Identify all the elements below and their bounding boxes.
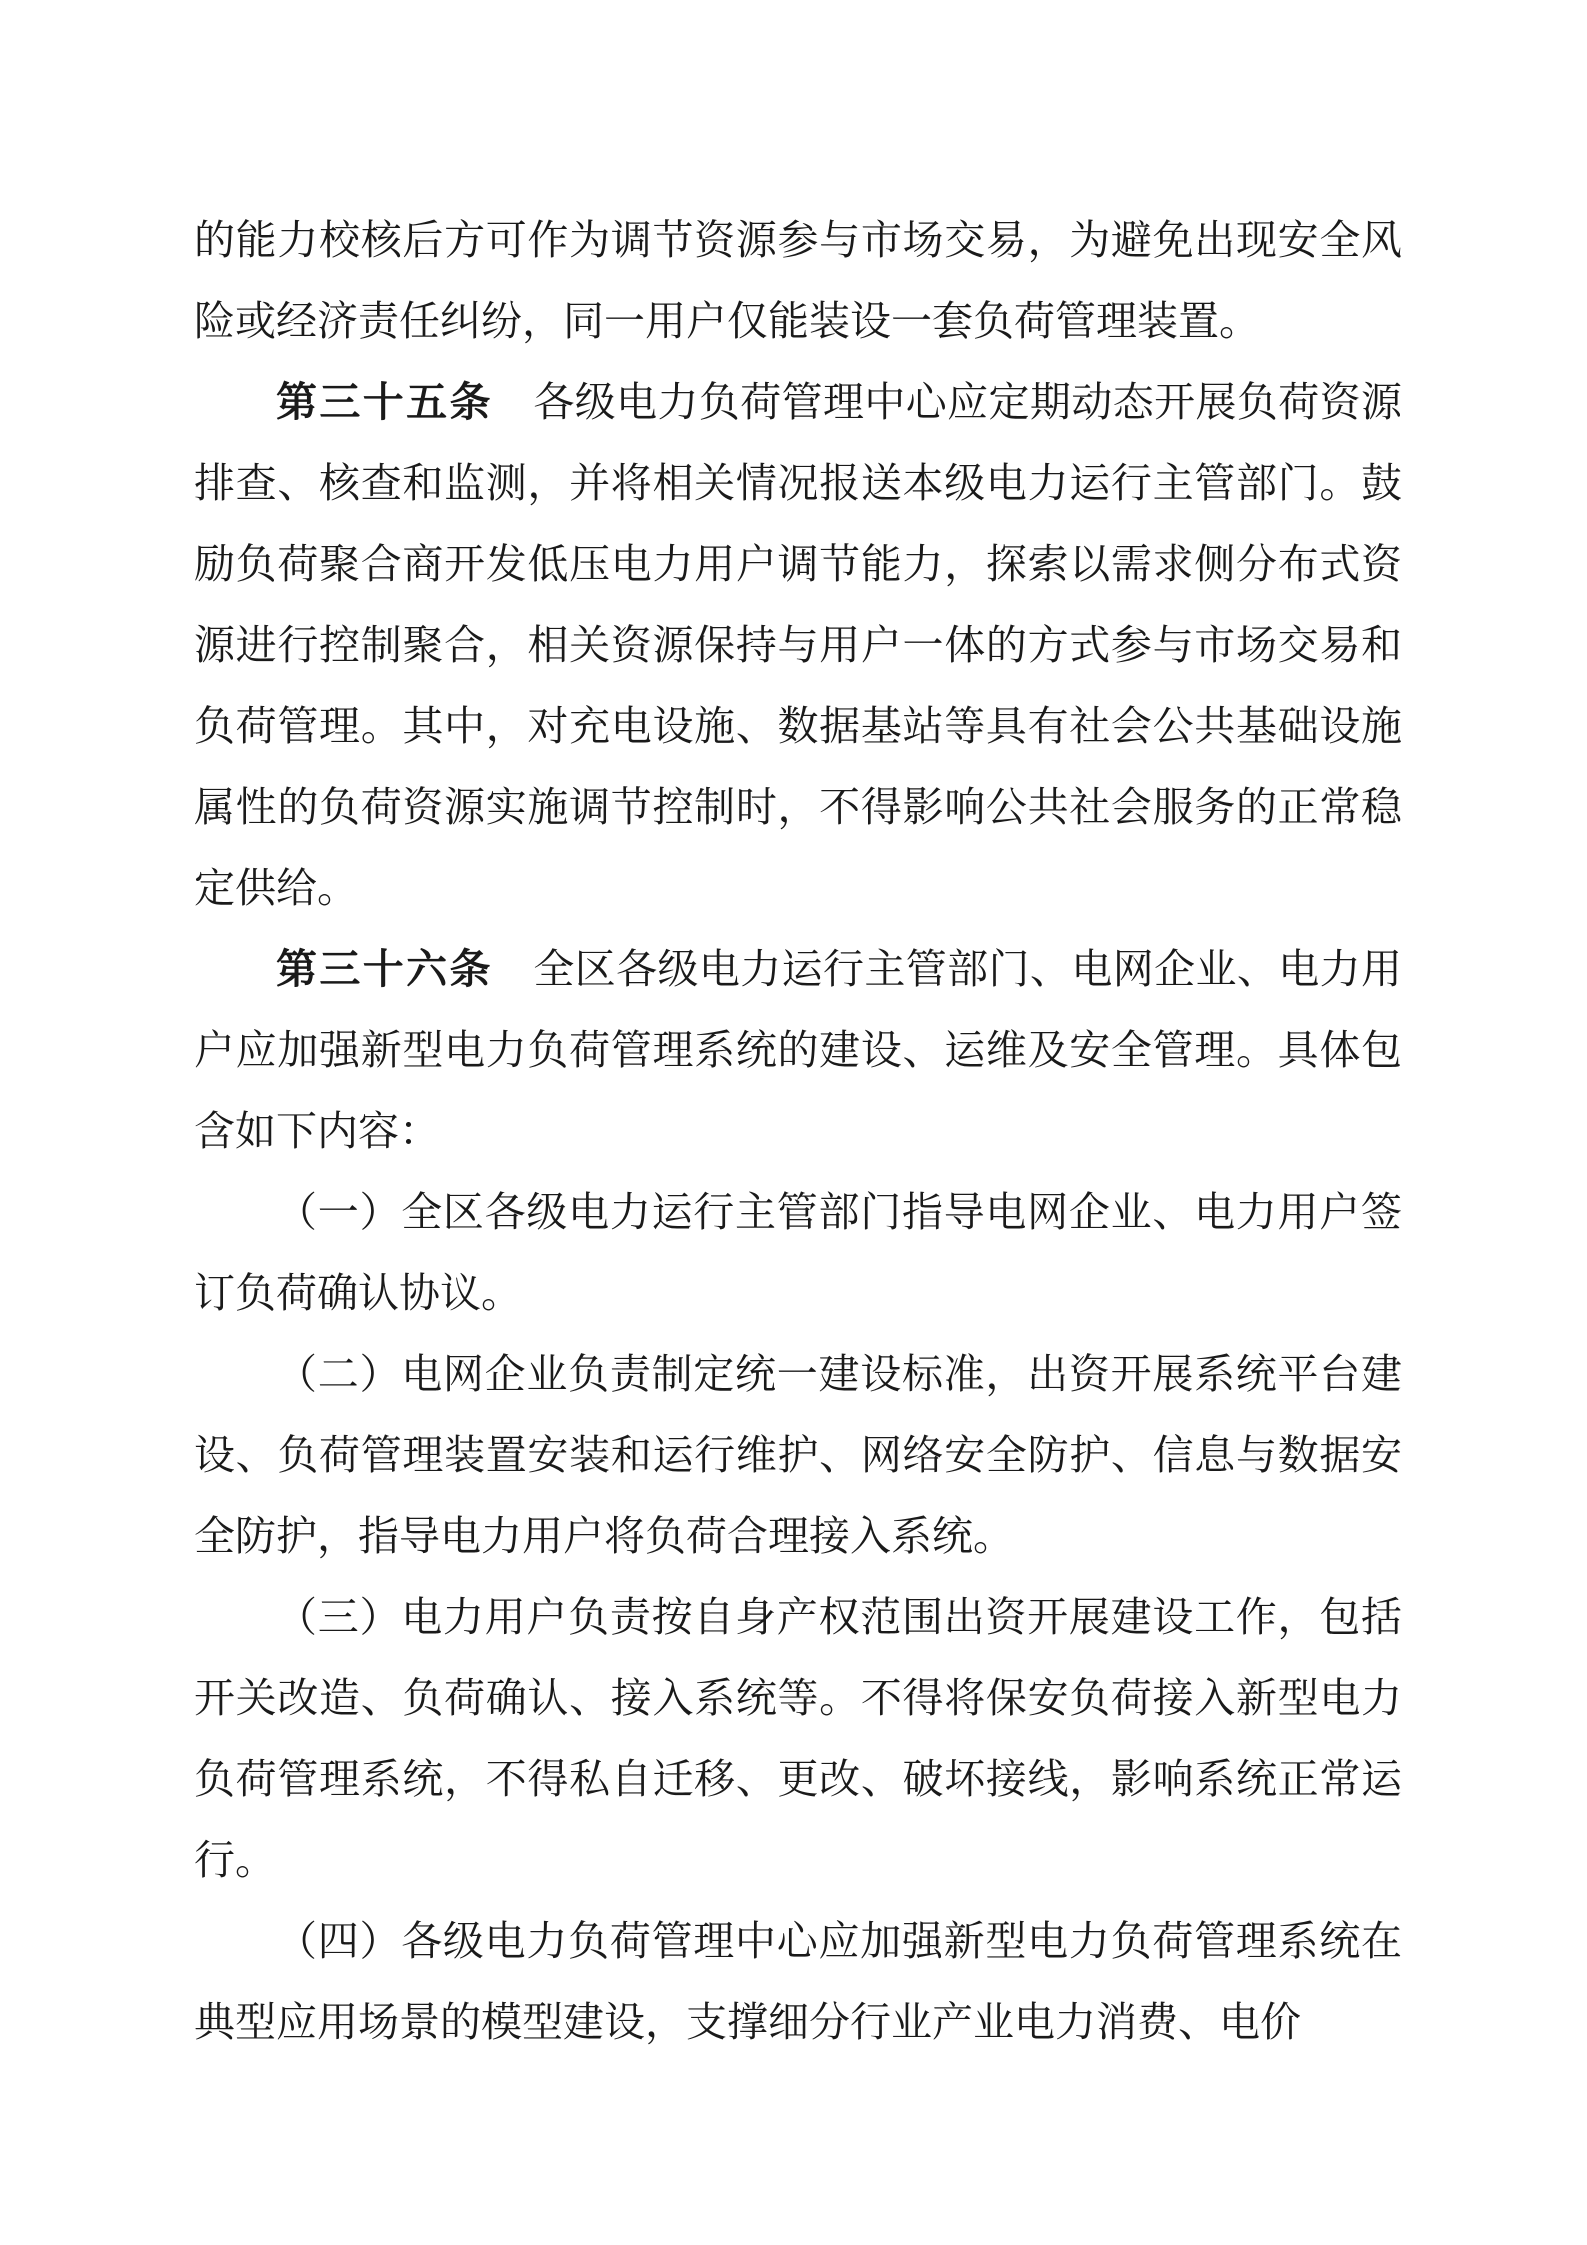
paragraph-text: （二）电网企业负责制定统一建设标准，出资开展系统平台建设、负荷管理装置安装和运行维护、网络安全防护、信息与数据安全防护，指导电力用户将负荷合理接入系统。 [194, 1350, 1402, 1560]
paragraph-text: 的能力校核后方可作为调节资源参与市场交易，为避免出现安全风险或经济责任纠纷，同一用户仅能装设一套负荷管理装置。 [194, 216, 1402, 345]
list-item-1 [194, 1172, 1402, 1334]
article-heading: 第三十六条 [276, 945, 493, 993]
list-item-3 [194, 1577, 1402, 1901]
paragraph-text: 各级电力负荷管理中心应定期动态开展负荷资源排查、核查和监测，并将相关情况报送本级电力运行主管部门。鼓励负荷聚合商开发低压电力用户调节能力，探索以需求侧分布式资源进行控制聚合，相关资源保持与用户一体的方式参与市场交易和负荷管理。其中，对充电设施、数据基站等具有社会公共基础设施属性的负荷资源实施调节控制时，不得影响公共社会服务的正常稳定供给。 [194, 378, 1403, 912]
paragraph-text: （一）全区各级电力运行主管部门指导电网企业、电力用户签订负荷确认协议。 [194, 1188, 1402, 1317]
document-body [194, 200, 1402, 2063]
paragraph-text: （四）各级电力负荷管理中心应加强新型电力负荷管理系统在典型应用场景的模型建设，支撑细分行业产业电力消费、电价 [194, 1917, 1402, 2046]
paragraph-text: （三）电力用户负责按自身产权范围出资开展建设工作，包括开关改造、负荷确认、接入系统等。不得将保安负荷接入新型电力负荷管理系统，不得私自迁移、更改、破坏接线，影响系统正常运行。 [194, 1593, 1402, 1884]
list-item-2 [194, 1334, 1402, 1577]
paragraph-text: 全区各级电力运行主管部门、电网企业、电力用户应加强新型电力负荷管理系统的建设、运维及安全管理。具体包含如下内容： [194, 945, 1403, 1155]
article-35 [194, 362, 1402, 929]
article-heading: 第三十五条 [276, 378, 493, 426]
article-36 [194, 929, 1402, 1172]
paragraph-continuation [194, 200, 1402, 362]
list-item-4 [194, 1901, 1402, 2063]
